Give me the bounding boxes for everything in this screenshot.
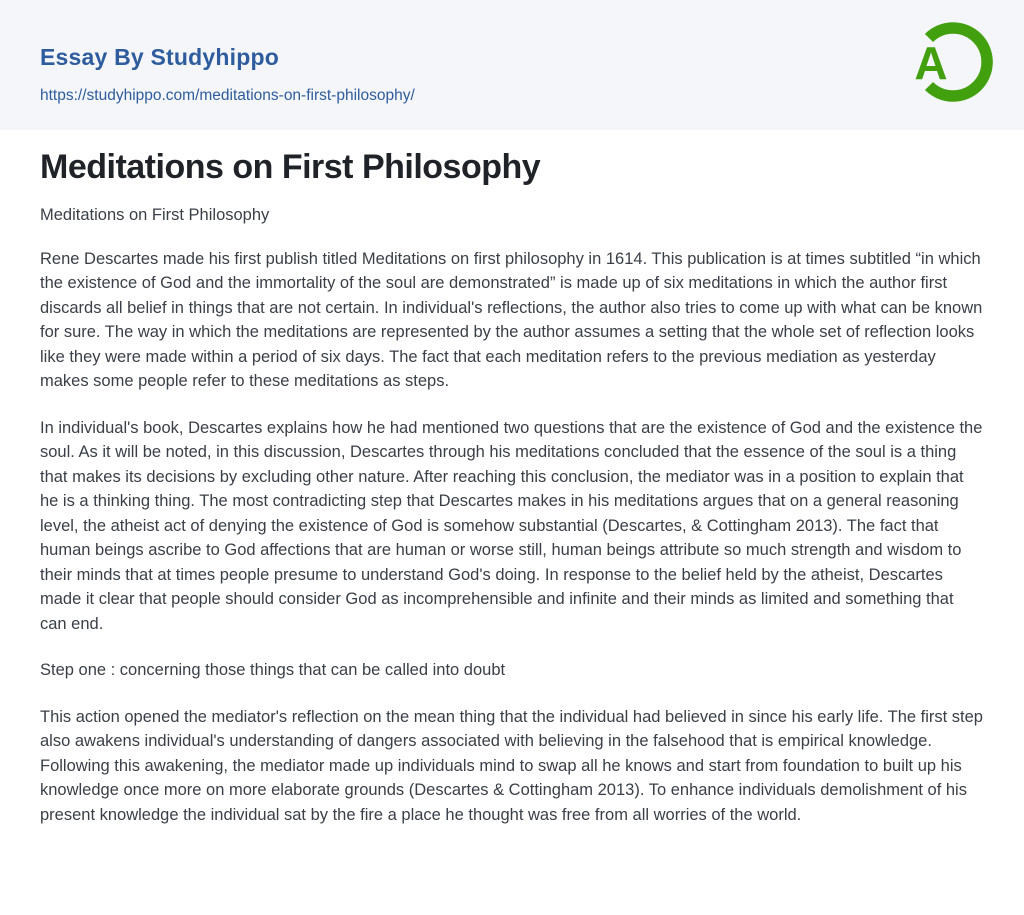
site-title: Essay By Studyhippo <box>40 44 279 70</box>
essay-paragraph-2: In individual's book, Descartes explains how he had mentioned two questions that are the existence of God and the existence the soul. As it will be noted, in this discussion, Descartes through his meditations concluded that the essence of the soul is a thing that makes its decisions by excluding other nature. After reaching this conclusion, the mediator was in a position to explain that he is a thinking thing. The most contradicting step that Descartes makes in his meditations argues that on a general reasoning level, the atheist act of denying the existence of God is somehow substantial (Descartes, & Cottingham 2013). The fact that human beings ascribe to God affections that are human or worse still, human beings attribute so much strength and wisdom to their minds that at times people presume to understand God's doing. In response to the belief held by the atheist, Descartes made it clear that people should consider God as incomprehensible and infinite and their minds as limited and something that can end. <box>40 418 983 633</box>
essay-section-heading: Step one : concerning those things that can be called into doubt <box>40 661 506 679</box>
essay-content <box>0 130 1024 827</box>
essay-subtitle: Meditations on First Philosophy <box>40 205 270 224</box>
essay-paragraph-1: Rene Descartes made his first publish titled Meditations on first philosophy in 1614. This publication is at times subtitled “in which the existence of God and the immortality of the soul are demonstrated” is made up of six meditations in which the author first discards all belief in things that are not certain. In individual's reflections, the author also tries to come up with what can be known for sure. The way in which the meditations are represented by the author assumes a setting that the whole set of reflection looks like they were made within a period of six days. The fact that each meditation refers to the previous mediation as yesterday makes some people refer to these meditations as steps. <box>40 249 983 390</box>
site-header <box>0 0 1024 130</box>
logo-arc-icon <box>903 16 995 108</box>
essay-paragraph-3: This action opened the mediator's reflection on the mean thing that the individual had believed in since his early life. The first step also awakens individual's understanding of dangers associated with believing in the falsehood that is empirical knowledge. Following this awakening, the mediator made up individuals mind to swap all he knows and start from foundation to built up his knowledge once more on more elaborate grounds (Descartes & Cottingham 2013). To enhance individuals demolishment of his present knowledge the individual sat by the fire a place he thought was free from all worries of the world. <box>40 707 983 824</box>
studyhippo-logo <box>903 16 995 108</box>
essay-url-link[interactable]: https://studyhippo.com/meditations-on-first-philosophy/ <box>40 87 415 104</box>
logo-letter: A <box>914 37 948 89</box>
essay-title: Meditations on First Philosophy <box>40 148 541 186</box>
